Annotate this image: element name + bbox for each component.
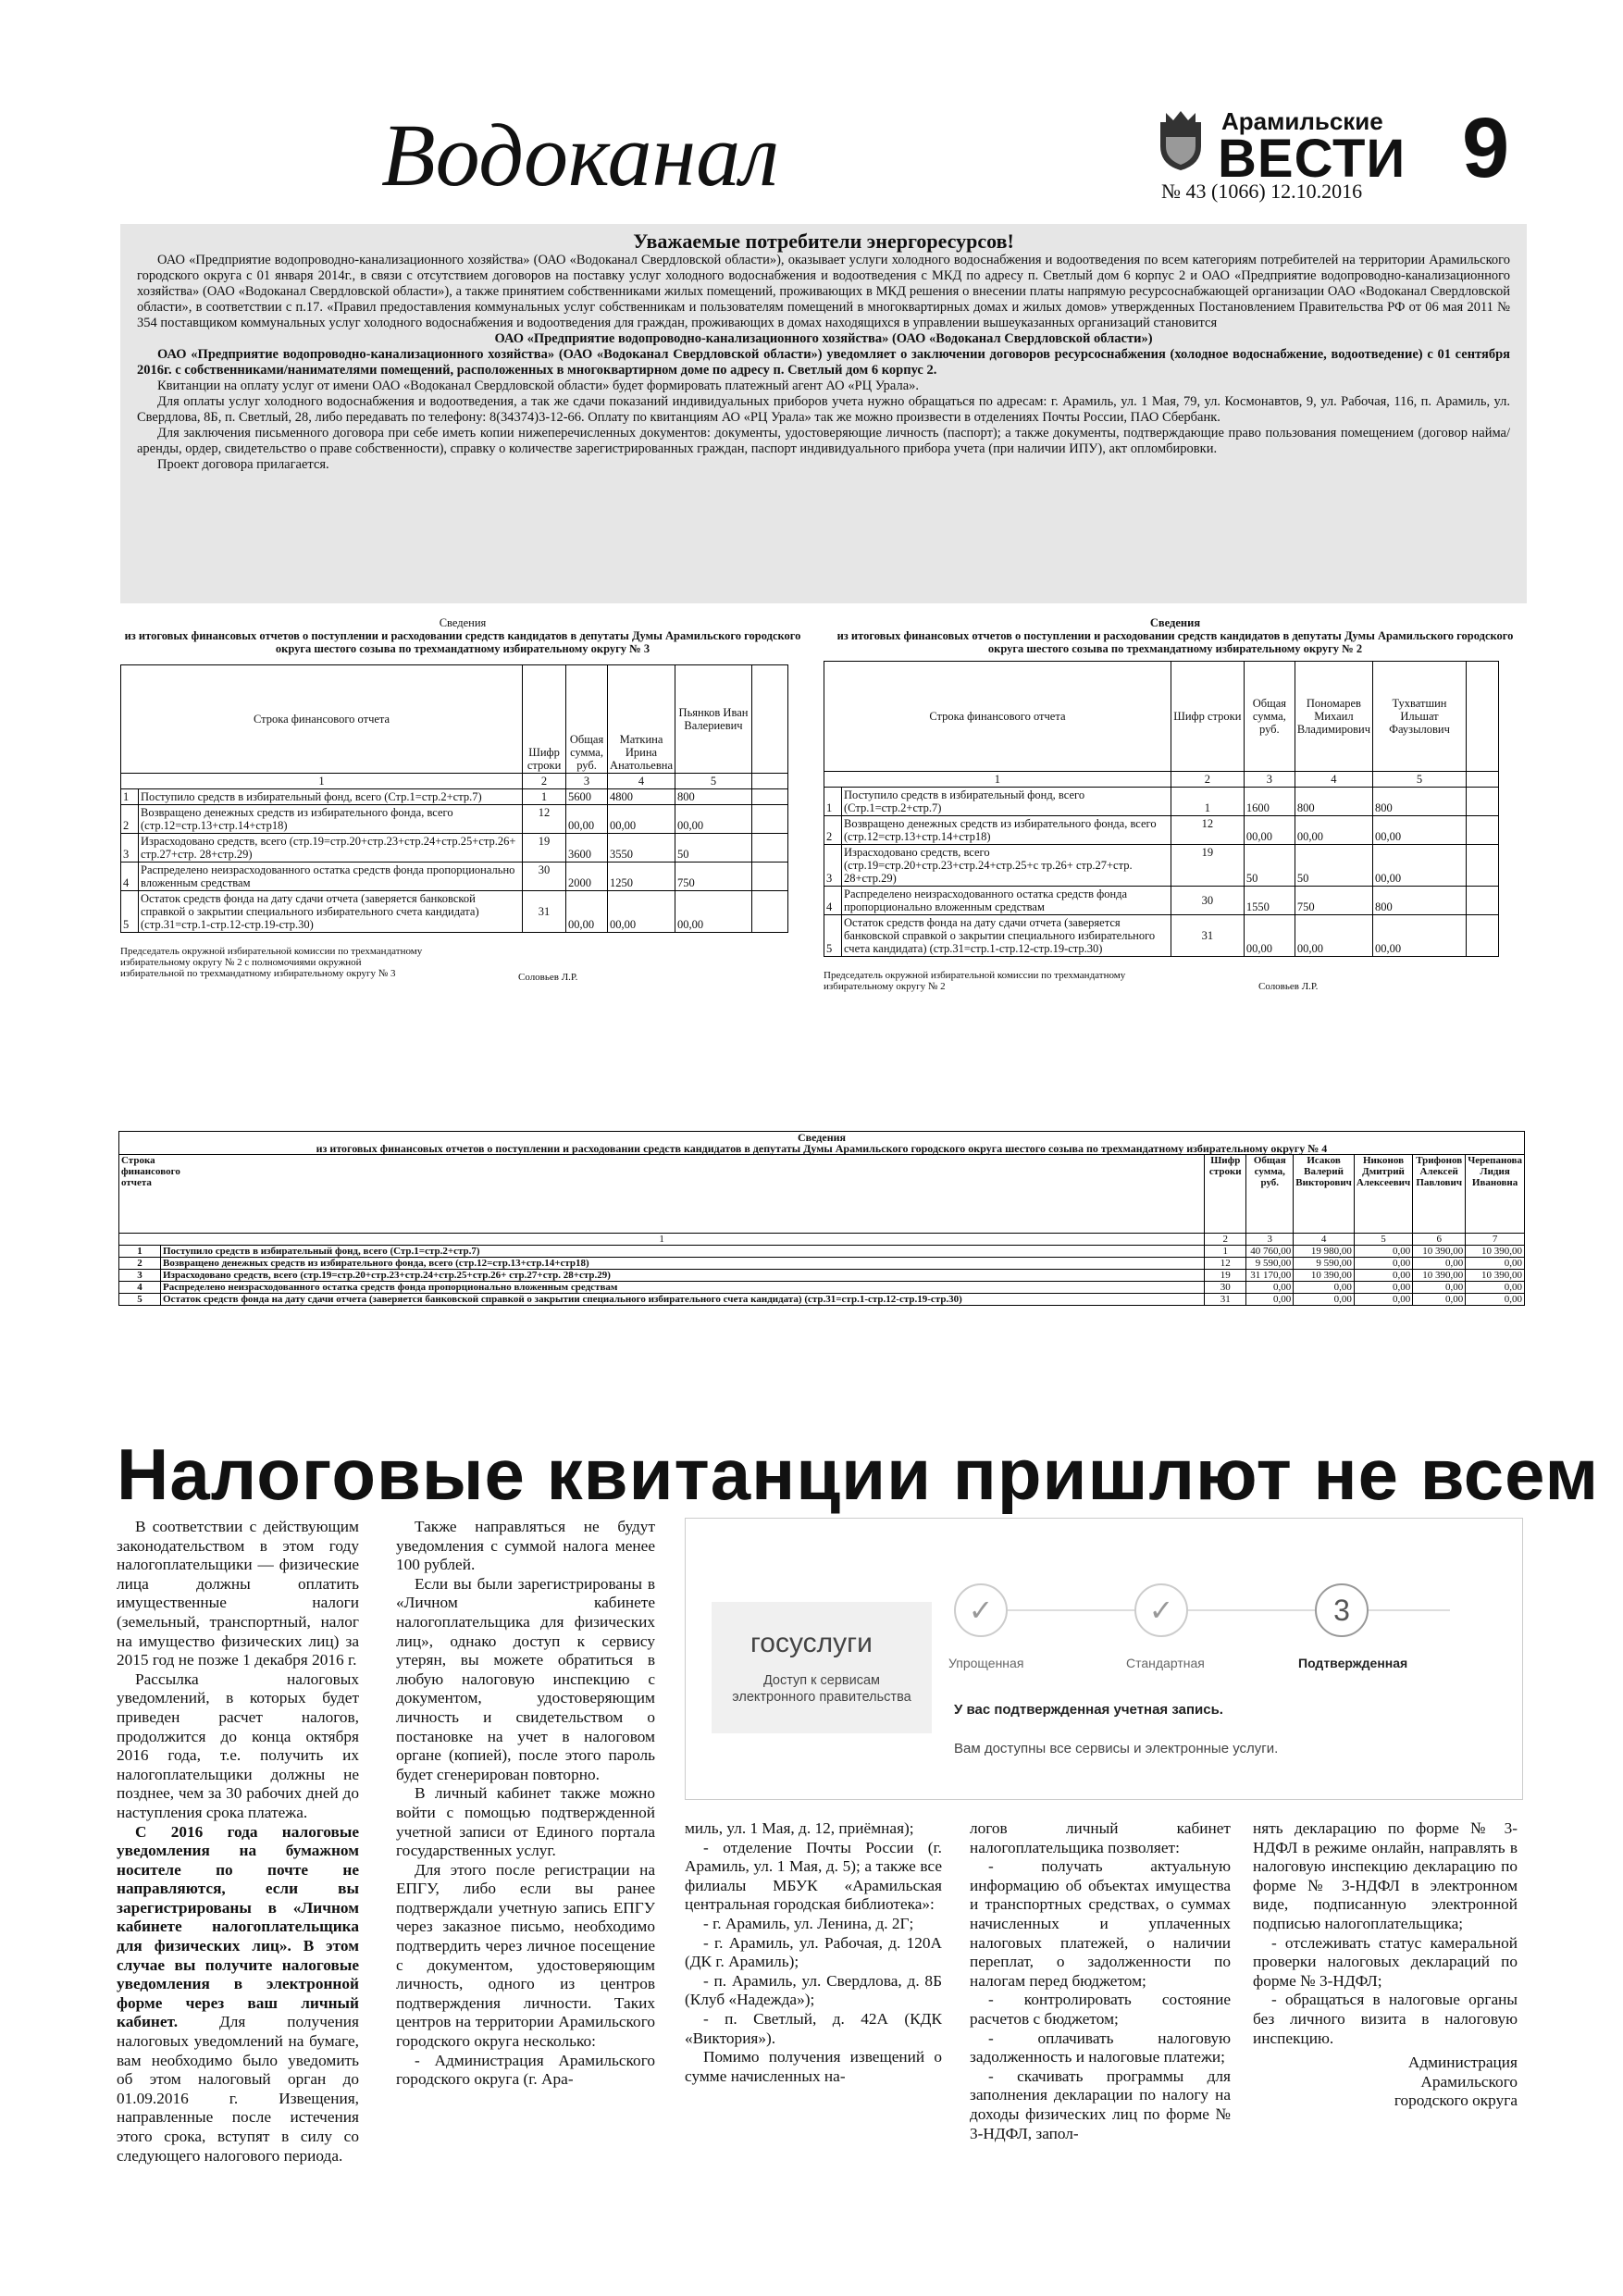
empty-cell — [752, 805, 788, 834]
table-row — [824, 816, 1499, 845]
empty-cell — [1467, 845, 1499, 887]
article-column-1 — [117, 1518, 359, 2166]
cell: 4 — [121, 863, 139, 891]
brand-top: Арамильские — [1221, 107, 1383, 135]
cell: 3 — [1244, 772, 1295, 788]
cell: 5 — [121, 891, 139, 933]
paragraph: Для этого после регистрации на ЕПГУ, либо если вы ранее подтверждали учетную запись ЕПГУ через заказное письмо, необходимо подтвердить через личное посещение с документом, удостоверяющим личность, одного из центров подтверждения личности. Таких центров на территории Арамильского городского округа несколько: — [396, 1860, 655, 2051]
col-header: Пономарев Михаил Владимирович — [1295, 662, 1372, 772]
finance-report-district-2 — [824, 616, 1527, 992]
paragraph: Помимо получения извещений о сумме начисленных на- — [685, 2048, 942, 2085]
caption-line: из итоговых финансовых отчетов о поступлении и расходовании средств кандидатов в депутаты Думы Арамильского городского округа шестого созыва по трехмандатному избирательному округу № 4 — [316, 1142, 1328, 1155]
table-row — [119, 1258, 1525, 1270]
notice-paragraph: ОАО «Предприятие водопроводно-канализационного хозяйства» (ОАО «Водоканал Свердловской области»), оказывает услуги холодного водоснабжения и водоотведения по всем категориям потребителей на территории Арамильского городского округа с 01 января 2014г., в связи с отсутствием договоров на поставку услуг холодного водоснабжения и водоотведения с МКД по адресу п. Светлый дом 6 корпус 2 и ОАО «Предприятие водопроводно-канализационного хозяйства» (ОАО «Водоканал Свердловской области»), а также принятием собственниками жилых помещений, проживающих в МКД решения о внесении платы напрямую ресурсоснабжающей организации ОАО «Водоканал Свердловской области», в соответствии с п.17. «Правил предоставления коммунальных услуг собственникам и пользователям помещений в многоквартирных домах и жилых домов» утвержденных Постановлением Правительства РФ от 06 мая 2011 № 354 поставщиком коммунальных услуг холодного водоснабжения и водоотведения для граждан, проживающих в домах находящихся в управлении вышеуказанных организаций становится — [137, 253, 1510, 330]
table-row — [824, 887, 1499, 915]
cell: 750 — [675, 863, 752, 891]
cell: 5600 — [566, 789, 608, 805]
cell: 1 — [119, 1246, 161, 1258]
cell: Распределено неизрасходованного остатка средств фонда пропорционально вложенным средствам — [161, 1282, 1205, 1294]
paragraph: - отделение Почты России (г. Арамиль, ул. 1 Мая, д. 5); а также все филиалы МБУК «Арамильская центральная городская библиотека»: — [685, 1838, 942, 1914]
cell: 3600 — [566, 834, 608, 863]
cell: Израсходовано средств, всего (стр.19=стр.20+стр.23+стр.24+стр.25+стр.26+ стр.27+стр. 28+стр.29) — [139, 834, 523, 863]
cell: 5 — [1354, 1234, 1412, 1246]
caption-line: Сведения — [797, 1131, 847, 1144]
notice-paragraph: ОАО «Предприятие водопроводно-канализационного хозяйства» (ОАО «Водоканал Свердловской области») уведомляет о заключении договоров ресурсоснабжения (холодное водоснабжение, водоотведение) с 01 сентября 2016г. с собственниками/нанимателями помещений, расположенных в многоквартирном доме по адресу п. Светлый дом 6 корпус 2. — [137, 347, 1510, 378]
empty-cell — [1467, 816, 1499, 845]
status-detail: Вам доступны все сервисы и электронные услуги. — [954, 1741, 1279, 1756]
cell: 00,00 — [675, 805, 752, 834]
cell: 3 — [119, 1270, 161, 1282]
table-caption — [119, 1132, 1525, 1155]
empty-cell — [752, 789, 788, 805]
finance-table — [824, 661, 1499, 957]
table-row — [824, 788, 1499, 816]
cell: 7 — [1466, 1234, 1525, 1246]
coat-of-arms-icon — [1157, 109, 1205, 172]
cell: 00,00 — [1373, 845, 1467, 887]
paragraph: - п. Арамиль, ул. Свердлова, д. 8Б (Клуб «Надежда»); — [685, 1971, 942, 2009]
table-row — [824, 772, 1499, 788]
signer-name: Соловьев Л.Р. — [1258, 981, 1319, 992]
cell: 5 — [675, 774, 752, 789]
col-header: Шифр строки — [1171, 662, 1244, 772]
cell: 10 390,00 — [1413, 1270, 1466, 1282]
signer-name: Соловьев Л.Р. — [518, 972, 578, 983]
paragraph: - получать актуальную информацию об объектах имущества и транспортных средствах, о суммах начисленных и уплаченных налоговых платежей, о наличии переплат, о задолженности по налогам перед бюджетом; — [970, 1857, 1231, 1990]
cell: 00,00 — [608, 891, 675, 933]
cell: 0,00 — [1354, 1258, 1412, 1270]
col-header: Никонов Дмитрий Алексеевич — [1354, 1155, 1412, 1234]
cell: 0,00 — [1354, 1294, 1412, 1306]
table-row — [824, 915, 1499, 957]
section-title: Водоканал — [381, 105, 779, 205]
cell: 31 — [1205, 1294, 1246, 1306]
cell: 4 — [1295, 772, 1372, 788]
cell: 2 — [1205, 1234, 1246, 1246]
cell: 1 — [119, 1234, 1205, 1246]
cell: 750 — [1295, 887, 1372, 915]
cell: 0,00 — [1246, 1282, 1294, 1294]
step-label-active: Подтвержденная — [1298, 1656, 1408, 1670]
cell: Распределено неизрасходованного остатка средств фонда пропорционально вложенным средствам — [842, 887, 1171, 915]
cell: 0,00 — [1413, 1282, 1466, 1294]
cell: 800 — [1295, 788, 1372, 816]
cell: Возвращено денежных средств из избирательного фонда, всего (стр.12=стр.13+стр.14+стр18) — [139, 805, 523, 834]
cell: 0,00 — [1466, 1258, 1525, 1270]
col-header: Пьянков Иван Валериевич — [675, 665, 752, 774]
paragraph: - скачивать программы для заполнения декларации по налогу на доходы физических лиц по форме № 3-НДФЛ, запол- — [970, 2066, 1231, 2142]
col-header: Общая сумма, руб. — [566, 665, 608, 774]
col-header: Исаков Валерий Викторович — [1294, 1155, 1355, 1234]
signature-text: Председатель окружной избирательной комиссии по трехмандатному избирательному округу № 2 — [824, 970, 1126, 992]
table-row — [121, 834, 788, 863]
cell: Израсходовано средств, всего (стр.19=стр.20+стр.23+стр.24+стр.25+с тр.26+ стр.27+стр. 28+стр.29) — [842, 845, 1171, 887]
cell: 1 — [121, 774, 523, 789]
cell: 4 — [608, 774, 675, 789]
step-label: Стандартная — [1126, 1656, 1205, 1670]
cell: 2000 — [566, 863, 608, 891]
paragraph: - Администрация Арамильского городского округа (г. Ара- — [396, 2051, 655, 2089]
table-row — [119, 1246, 1525, 1258]
cell: 3550 — [608, 834, 675, 863]
table-row — [119, 1234, 1525, 1246]
finance-report-district-4 — [118, 1131, 1525, 1306]
empty-cell — [1467, 887, 1499, 915]
col-header — [119, 1155, 1205, 1234]
cell: 1550 — [1244, 887, 1295, 915]
cell: 31 — [1171, 915, 1244, 957]
table-row — [121, 805, 788, 834]
finance-table — [120, 664, 788, 933]
cell: 30 — [523, 863, 566, 891]
cell: 5 — [1373, 772, 1467, 788]
cell: 00,00 — [566, 805, 608, 834]
gosuslugi-logo: госуслуги — [750, 1628, 873, 1658]
cell: 00,00 — [1295, 915, 1372, 957]
notice-title: Уважаемые потребители энергоресурсов! — [633, 230, 1014, 253]
subtitle-line: Доступ к сервисам — [762, 1673, 881, 1688]
cell: 30 — [1171, 887, 1244, 915]
cell: 3 — [121, 834, 139, 863]
cell: Поступило средств в избирательный фонд, всего (Стр.1=стр.2+стр.7) — [139, 789, 523, 805]
table-caption-detail: из итоговых финансовых отчетов о поступлении и расходовании средств кандидатов в депутаты Думы Арамильского городского округа шестого созыва по трехмандатному избирательному округу № 2 — [836, 629, 1514, 655]
cell: 0,00 — [1413, 1258, 1466, 1270]
page-number: 9 — [1462, 101, 1510, 195]
empty-cell — [752, 774, 788, 789]
paragraph: В личный кабинет также можно войти с помощью подтвержденной учетной записи от Единого портала государственных услуг. — [396, 1784, 655, 1860]
cell: 00,00 — [1373, 816, 1467, 845]
col-header: Шифр строки — [523, 665, 566, 774]
cell: 4800 — [608, 789, 675, 805]
cell: 9 590,00 — [1294, 1258, 1355, 1270]
empty-cell — [1467, 772, 1499, 788]
cell: 5 — [824, 915, 842, 957]
issue-number: № 43 (1066) 12.10.2016 — [1161, 180, 1363, 203]
gosuslugi-screenshot — [685, 1518, 1523, 1800]
cell: Остаток средств фонда на дату сдачи отчета (заверяется банковской справкой о закрытии специального избирательного счета кандидата) (стр.31=стр.1-стр.12-стр.19-стр.30) — [842, 915, 1171, 957]
brand-main: ВЕСТИ — [1218, 129, 1406, 189]
table-row — [119, 1270, 1525, 1282]
cell: 50 — [1244, 845, 1295, 887]
table-row — [119, 1282, 1525, 1294]
cell: Остаток средств фонда на дату сдачи отчета (заверяется банковской справкой о закрытии специального избирательного счета кандидата) (стр.31=стр.1-стр.12-стр.19-стр.30) — [161, 1294, 1205, 1306]
table-row — [121, 891, 788, 933]
col-header: Общая сумма, руб. — [1244, 662, 1295, 772]
cell: 12 — [1171, 816, 1244, 845]
cell: Остаток средств фонда на дату сдачи отчета (заверяется банковской справкой о закрытии специального избирательного счета кандидата) (стр.31=стр.1-стр.12-стр.19-стр.30) — [139, 891, 523, 933]
table-caption-detail: из итоговых финансовых отчетов о поступлении и расходовании средств кандидатов в депутаты Думы Арамильского городского округа шестого созыва по трехмандатному избирательному округу № 3 — [124, 629, 801, 655]
cell: 0,00 — [1354, 1246, 1412, 1258]
cell: Возвращено денежных средств из избирательного фонда, всего (стр.12=стр.13+стр.14+стр18) — [842, 816, 1171, 845]
cell: Поступило средств в избирательный фонд, всего (Стр.1=стр.2+стр.7) — [161, 1246, 1205, 1258]
empty-cell — [1467, 788, 1499, 816]
gosuslugi-subtitle — [712, 1672, 932, 1706]
cell: 12 — [1205, 1258, 1246, 1270]
cell: Израсходовано средств, всего (стр.19=стр.20+стр.23+стр.24+стр.25+стр.26+ стр.27+стр. 28+стр.29) — [161, 1270, 1205, 1282]
cell: 3 — [566, 774, 608, 789]
empty-cell — [752, 665, 788, 774]
notice-paragraph: Для заключения письменного договора при себе иметь копии нижеперечисленных документов: документы, удостоверяющие личность (паспорт); а также документы, подтверждающие право пользования помещением (договор найма/аренды, ордер, свидетельство о праве собственности), справку о количестве зарегистрированных граждан, паспорт индивидуального прибора учета (при наличии ИПУ), акт опломбировки. — [137, 426, 1510, 456]
article-signature — [1253, 2054, 1518, 2111]
col-header: Тухватшин Ильшат Фаузылович — [1373, 662, 1467, 772]
cell: 10 390,00 — [1466, 1270, 1525, 1282]
step-3-circle: 3 — [1315, 1583, 1369, 1637]
cell: 00,00 — [1244, 915, 1295, 957]
cell: 2 — [121, 805, 139, 834]
notice-paragraph: Квитанции на оплату услуг от имени ОАО «Водоканал Свердловской области» будет формировать платежный агент АО «РЦ Урала». — [157, 379, 920, 393]
paragraph: - контролировать состояние расчетов с бюджетом; — [970, 1991, 1231, 2028]
table-caption: Сведения — [439, 616, 487, 629]
cell: 10 390,00 — [1413, 1246, 1466, 1258]
cell: 00,00 — [566, 891, 608, 933]
notice-box — [120, 224, 1527, 603]
paragraph: миль, ул. 1 Мая, д. 12, приёмная); — [685, 1819, 914, 1837]
cell: 4 — [119, 1282, 161, 1294]
cell: 19 — [1171, 845, 1244, 887]
cell: 1 — [824, 788, 842, 816]
cell: 3 — [1246, 1234, 1294, 1246]
cell: Поступило средств в избирательный фонд, всего (Стр.1=стр.2+стр.7) — [842, 788, 1171, 816]
cell: 0,00 — [1294, 1282, 1355, 1294]
text: Для получения налоговых уведомлений на бумаге, вам необходимо было уведомить об этом налоговый орган до 01.09.2016 г. Извещения, направленные после истечения этого срока, вступят в силу со следующего налогового периода. — [117, 2013, 359, 2165]
bold-text: С 2016 года налоговые уведомления на бумажном носителе по почте не направляются, если вы зарегистрированы в «Личном кабинете налогоплательщика для физических лиц». В этом случае вы получите налоговые уведомления в электронной форме через ваш личный кабинет. — [117, 1822, 359, 2031]
cell: 6 — [1413, 1234, 1466, 1246]
empty-cell — [752, 863, 788, 891]
col-header: Маткина Ирина Анатольевна — [608, 665, 675, 774]
cell: 00,00 — [1373, 915, 1467, 957]
cell: 800 — [1373, 887, 1467, 915]
cell: 30 — [1205, 1282, 1246, 1294]
cell: 0,00 — [1354, 1270, 1412, 1282]
article-headline: Налоговые квитанции пришлют не всем — [117, 1433, 1600, 1515]
notice-paragraph: Для оплаты услуг холодного водоснабжения и водоотведения, а так же сдачи показаний индивидуальных приборов учета нужно обращаться по адресам: г. Арамиль, ул. 1 Мая, 79, ул. Космонавтов, 9, ул. Рабочая, 116, п. Арамиль, ул. Свердлова, 8Б, п. Светлый, 28, либо передавать по телефону: 8(34374)3-12-66. Оплату по квитанциям АО «РЦ Урала» так же можно произвести в отделениях Почты России, ПАО Сбербанк. — [137, 394, 1510, 425]
cell: 1 — [1171, 788, 1244, 816]
paragraph: Если вы были зарегистрированы в «Личном кабинете налогоплательщика для физических лиц», однако доступ к сервису утерян, вы можете обратиться в любую налоговую инспекцию с документом, удостоверяющим личность и свидетельством о постановке на учет в налоговом органе (копией), после этого пароль будет сгенерирован повторно. — [396, 1574, 655, 1783]
cell: 31 — [523, 891, 566, 933]
col-header: Шифр строки — [1205, 1155, 1246, 1234]
paragraph — [117, 1823, 359, 2166]
table-row — [119, 1294, 1525, 1306]
cell: 0,00 — [1246, 1294, 1294, 1306]
cell: 00,00 — [608, 805, 675, 834]
cell: 0,00 — [1413, 1294, 1466, 1306]
cell: 50 — [675, 834, 752, 863]
cell: 4 — [1294, 1234, 1355, 1246]
article-column-5 — [1253, 1819, 1518, 2111]
empty-cell — [1467, 915, 1499, 957]
progress-line — [987, 1609, 1450, 1611]
cell: 1 — [121, 789, 139, 805]
cell: 1600 — [1244, 788, 1295, 816]
paragraph: логов личный кабинет налогоплательщика позволяет: — [970, 1819, 1231, 1856]
signature-text: Председатель окружной избирательной комиссии по трехмандатному избирательному округу № 2 с полномочиями окружной избирательной по трехмандатному избирательному округу № 3 — [120, 946, 423, 979]
col-header: Строка финансового отчета — [824, 662, 1171, 772]
paragraph: нять декларацию по форме № 3-НДФЛ в режиме онлайн, направлять в налоговую инспекцию декларацию по форме № 3-НДФЛ в электронном виде, подписанную электронной подписью налогоплательщика; — [1253, 1819, 1518, 1932]
cell: 2 — [523, 774, 566, 789]
cell: 4 — [824, 887, 842, 915]
table-caption: Сведения — [1149, 616, 1201, 629]
empty-cell — [752, 834, 788, 863]
cell: 0,00 — [1466, 1294, 1525, 1306]
cell: 0,00 — [1466, 1282, 1525, 1294]
empty-cell — [752, 891, 788, 933]
cell: 00,00 — [1295, 816, 1372, 845]
cell: 1 — [824, 772, 1171, 788]
article-column-3 — [685, 1819, 942, 2086]
empty-cell — [1467, 662, 1499, 772]
step-label: Упрощенная — [948, 1656, 1024, 1670]
table-row — [121, 789, 788, 805]
check-icon: ✓ — [954, 1583, 1008, 1637]
subtitle-line: электронного правительства — [732, 1690, 911, 1705]
signature-line: Администрация — [1407, 2054, 1518, 2072]
paragraph: - отслеживать статус камеральной проверки налоговых деклараций по форме № 3-НДФЛ; — [1253, 1933, 1518, 1990]
cell: 0,00 — [1354, 1282, 1412, 1294]
cell: 31 170,00 — [1246, 1270, 1294, 1282]
cell: 10 390,00 — [1294, 1270, 1355, 1282]
cell: 2 — [824, 816, 842, 845]
col-header: Черепанова Лидия Ивановна — [1466, 1155, 1525, 1234]
col-header: Общая сумма, руб. — [1246, 1155, 1294, 1234]
col-header: Трифонов Алексей Павлович — [1413, 1155, 1466, 1234]
cell: 1 — [523, 789, 566, 805]
cell: 50 — [1295, 845, 1372, 887]
signature-line: городского округа — [1394, 2091, 1518, 2110]
paragraph: - п. Светлый, д. 42А (КДК «Виктория»). — [685, 2009, 942, 2047]
cell: 10 390,00 — [1466, 1246, 1525, 1258]
cell: 0,00 — [1294, 1294, 1355, 1306]
cell: 800 — [675, 789, 752, 805]
paragraph: - оплачивать налоговую задолженность и налоговые платежи; — [970, 2029, 1231, 2066]
cell: Распределено неизрасходованного остатка средств фонда пропорционально вложенным средствам — [139, 863, 523, 891]
article-column-4 — [970, 1819, 1231, 2143]
paragraph: - обращаться в налоговые органы без личного визита в налоговую инспекцию. — [1253, 1991, 1518, 2047]
paragraph: Рассылка налоговых уведомлений, в которых будет приведен расчет налогов, продолжится до конца октября 2016 года, т.е. получить их налогоплательщики должны не позднее, чем за 30 рабочих дней до наступления срока платежа. — [117, 1669, 359, 1821]
cell: 00,00 — [675, 891, 752, 933]
cell: 3 — [824, 845, 842, 887]
cell: Возвращено денежных средств из избирательного фонда, всего (стр.12=стр.13+стр.14+стр18) — [161, 1258, 1205, 1270]
cell: 19 — [1205, 1270, 1246, 1282]
cell: 1250 — [608, 863, 675, 891]
table-row — [824, 845, 1499, 887]
paragraph: Также направляться не будут уведомления с суммой налога менее 100 рублей. — [396, 1518, 655, 1574]
cell: 800 — [1373, 788, 1467, 816]
status-message: У вас подтвержденная учетная запись. — [954, 1702, 1223, 1718]
cell: 19 — [523, 834, 566, 863]
col-header-text: Строка финансового отчета — [121, 1155, 180, 1188]
cell: 19 980,00 — [1294, 1246, 1355, 1258]
paragraph: - г. Арамиль, ул. Ленина, д. 2Г; — [703, 1914, 914, 1932]
cell: 2 — [1171, 772, 1244, 788]
notice-paragraph: Проект договора прилагается. — [157, 457, 329, 472]
col-header: Строка финансового отчета — [121, 665, 523, 774]
cell: 2 — [119, 1258, 161, 1270]
finance-report-district-3 — [120, 616, 805, 983]
paragraph: - г. Арамиль, ул. Рабочая, д. 120А (ДК г. Арамиль); — [685, 1933, 942, 1971]
cell: 00,00 — [1244, 816, 1295, 845]
table-row — [121, 774, 788, 789]
article-column-2 — [396, 1518, 655, 2090]
cell: 9 590,00 — [1246, 1258, 1294, 1270]
cell: 1 — [1205, 1246, 1246, 1258]
cell: 40 760,00 — [1246, 1246, 1294, 1258]
table-row — [121, 863, 788, 891]
paragraph: В соответствии с действующим законодательством в этом году налогоплательщики — физические лица должны оплатить имущественные налоги (земельный, транспортный, налог на имущество физических лиц) за 2015 год не позже 1 декабря 2016 г. — [117, 1518, 359, 1669]
check-icon: ✓ — [1134, 1583, 1188, 1637]
notice-org: ОАО «Предприятие водопроводно-канализационного хозяйства» (ОАО «Водоканал Свердловской области») — [494, 331, 1153, 346]
cell: 5 — [119, 1294, 161, 1306]
gosuslugi-logo-box — [712, 1602, 932, 1733]
cell: 12 — [523, 805, 566, 834]
signature-line: Арамильского — [1420, 2072, 1518, 2091]
